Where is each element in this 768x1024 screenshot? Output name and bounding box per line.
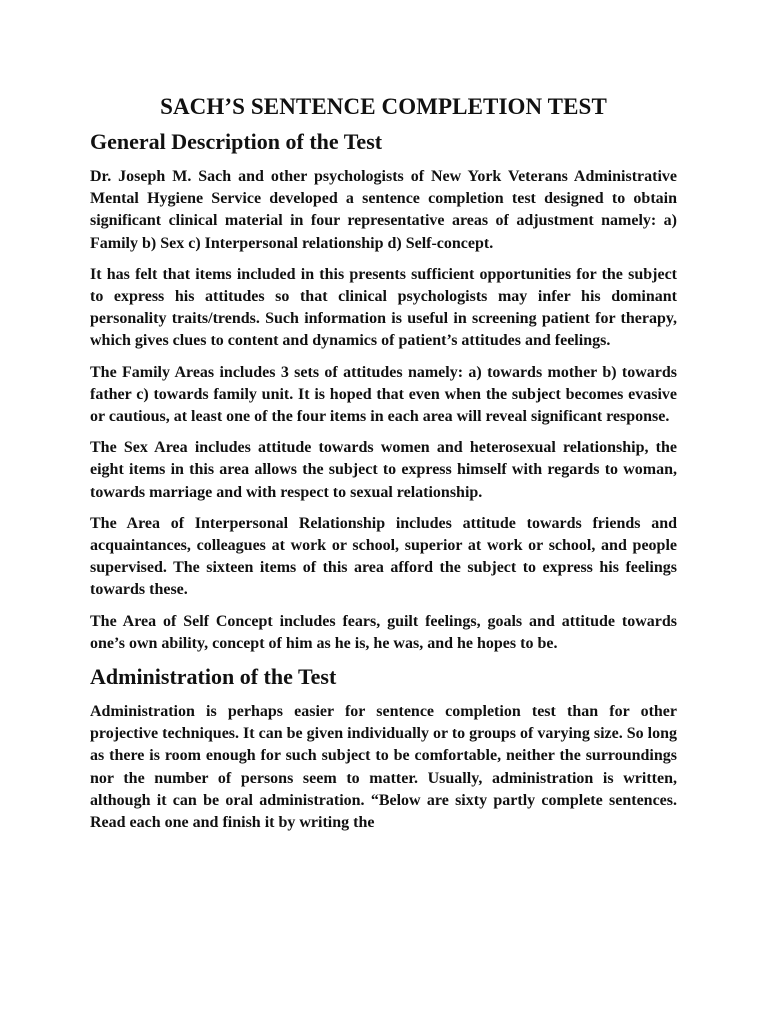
paragraph-family-area: The Family Areas includes 3 sets of attitudes namely: a) towards mother b) towards father c) towards family unit. It is hoped that even when the subject becomes evasive or cautious, at least one of the four items in each area will reveal significant response. (90, 363, 677, 426)
document-title: SACH’S SENTENCE COMPLETION TEST (160, 94, 607, 119)
paragraph-interpersonal-area: The Area of Interpersonal Relationship includes attitude towards friends and acquaintances, colleagues at work or school, superior at work or school, and people supervised. The sixteen items of this area afford the subject to express his feelings towards these. (90, 514, 677, 599)
paragraph-purpose: It has felt that items included in this presents sufficient opportunities for the subject to express his attitudes so that clinical psychologists may infer his dominant personality traits/trends. Such information is useful in screening patient for therapy, which gives clues to content and dynamics of patient’s attitudes and feelings. (90, 265, 677, 350)
paragraph-sex-area: The Sex Area includes attitude towards women and heterosexual relationship, the eight items in this area allows the subject to express himself with regards to woman, towards marriage and with respect to sexual relationship. (90, 439, 677, 501)
paragraph-intro: Dr. Joseph M. Sach and other psychologists of New York Veterans Administrative Mental Hygiene Service developed a sentence completion test designed to obtain significant clinical material in four representative areas of adjustment namely: a) Family b) Sex c) Interpersonal relationship d) Self-concept. (90, 168, 677, 252)
paragraph-administration: Administration is perhaps easier for sentence completion test than for other projective techniques. It can be given individually or to groups of varying size. So long as there is room enough for such subject to be comfortable, neither the surroundings nor the number of persons seem to matter. Usually, administration is written, although it can be oral administration. “Below are sixty partly complete sentences. Read each one and finish it by writing the (90, 703, 677, 832)
section-heading-administration: Administration of the Test (90, 664, 337, 690)
section-heading-general-description: General Description of the Test (90, 129, 383, 154)
document-page (90, 92, 677, 834)
paragraph-self-concept-area: The Area of Self Concept includes fears, guilt feelings, goals and attitude towards one’s own ability, concept of him as he is, he was, and he hopes to be. (90, 612, 677, 652)
